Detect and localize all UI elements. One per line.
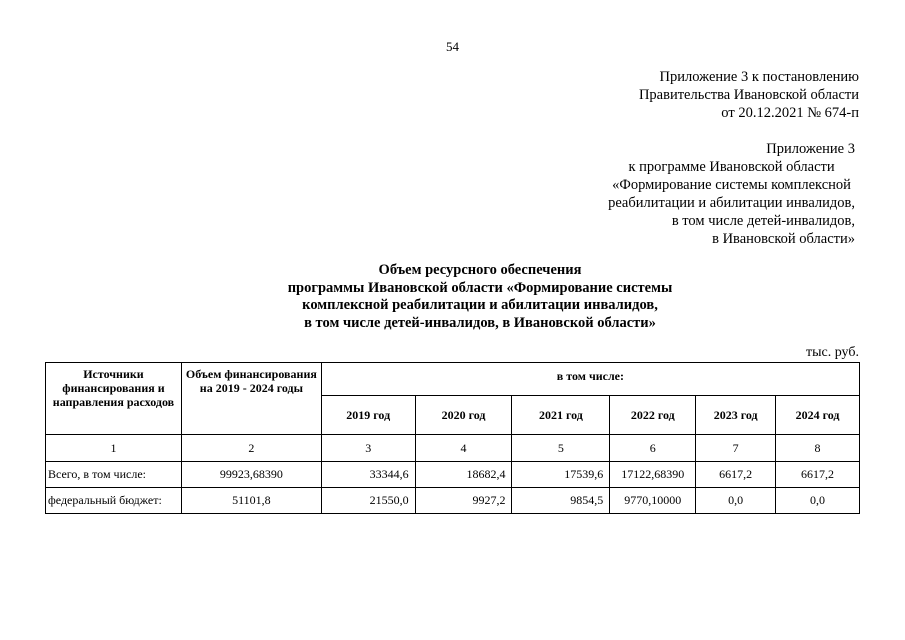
header-year: 2024 год: [776, 396, 860, 435]
document-title-line: комплексной реабилитации и абилитации инвалидов,: [302, 297, 658, 313]
column-number: 8: [776, 435, 860, 462]
appendix-program-reference: [608, 140, 855, 248]
appendix-decree-line: Правительства Ивановской области: [638, 87, 859, 103]
table-row: [46, 462, 860, 488]
row-value: 9770,10000: [610, 488, 696, 514]
row-value: 17539,6: [512, 462, 610, 488]
row-label: Всего, в том числе:: [46, 462, 182, 488]
row-value: 9927,2: [415, 488, 512, 514]
header-source: Источники финансирования и направления расходов: [46, 363, 182, 435]
row-value: 0,0: [776, 488, 860, 514]
header-year: 2020 год: [415, 396, 512, 435]
appendix-program-line: в Ивановской области»: [712, 231, 855, 247]
resources-table: [45, 362, 860, 514]
row-value: 18682,4: [415, 462, 512, 488]
units-label: тыс. руб.: [806, 345, 859, 360]
header-year: 2021 год: [512, 396, 610, 435]
appendix-program-line: в том числе детей-инвалидов,: [671, 213, 855, 229]
header-volume: Объем финансирования на 2019 - 2024 годы: [181, 363, 321, 435]
row-value: 9854,5: [512, 488, 610, 514]
appendix-program-line: реабилитации и абилитации инвалидов,: [608, 195, 855, 211]
appendix-program-line: Приложение 3: [766, 141, 855, 157]
table-header-row: [46, 363, 860, 396]
row-value: 0,0: [696, 488, 776, 514]
document-title: [200, 262, 760, 332]
appendix-decree-reference: [639, 68, 859, 122]
column-number: 7: [696, 435, 776, 462]
appendix-decree-line: Приложение 3 к постановлению: [659, 69, 859, 85]
table-row: [46, 488, 860, 514]
document-title-line: в том числе детей-инвалидов, в Ивановской области»: [304, 314, 656, 331]
appendix-program-line: к программе Ивановской области: [628, 159, 835, 175]
appendix-decree-line: от 20.12.2021 № 674-п: [721, 105, 859, 121]
header-including: в том числе:: [321, 363, 859, 396]
row-label: федеральный бюджет:: [46, 488, 182, 514]
column-number: 3: [321, 435, 415, 462]
document-title-line: программы Ивановской области «Формирование системы: [287, 279, 673, 296]
header-year: 2023 год: [696, 396, 776, 435]
row-value: 21550,0: [321, 488, 415, 514]
row-total: 51101,8: [181, 488, 321, 514]
row-value: 33344,6: [321, 462, 415, 488]
document-title-line: Объем ресурсного обеспечения: [378, 262, 582, 278]
header-year: 2019 год: [321, 396, 415, 435]
column-numbers-row: [46, 435, 860, 462]
column-number: 5: [512, 435, 610, 462]
header-year: 2022 год: [610, 396, 696, 435]
row-value: 6617,2: [776, 462, 860, 488]
page-number: 54: [446, 39, 459, 54]
column-number: 1: [46, 435, 182, 462]
appendix-program-line: «Формирование системы комплексной: [612, 177, 851, 193]
column-number: 4: [415, 435, 512, 462]
row-value: 6617,2: [696, 462, 776, 488]
column-number: 6: [610, 435, 696, 462]
column-number: 2: [181, 435, 321, 462]
row-value: 17122,68390: [610, 462, 696, 488]
row-total: 99923,68390: [181, 462, 321, 488]
